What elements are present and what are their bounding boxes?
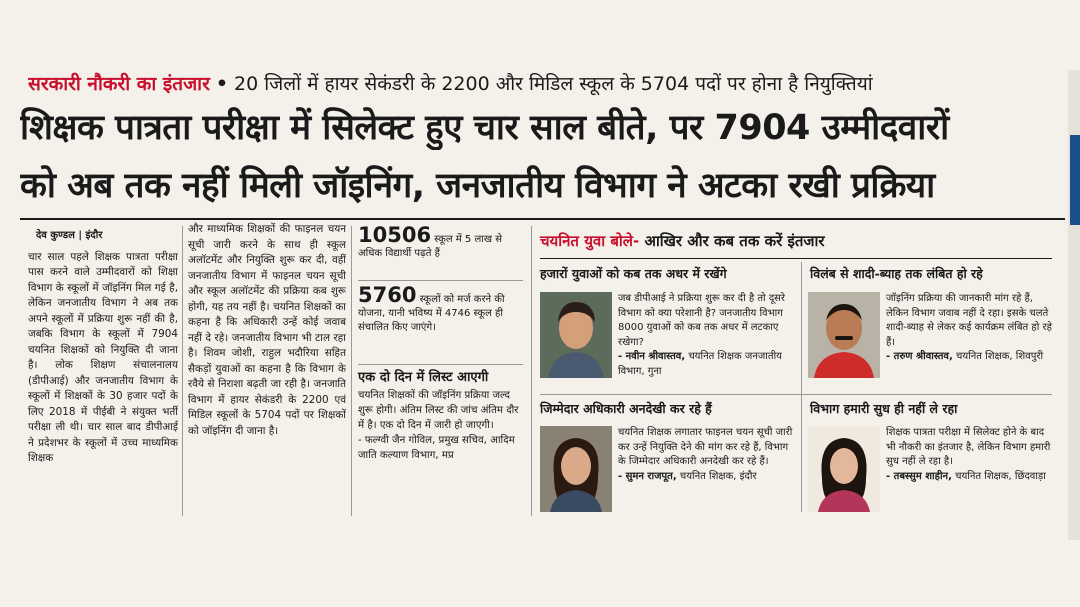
kicker-text: 20 जिलों में हायर सेकंडरी के 2200 और मिडिल स्कूल के 5704 पदों पर होना है नियुक्तियां (234, 73, 873, 95)
card-author: - तरुण श्रीवास्तव, (886, 351, 953, 362)
avatar (540, 292, 612, 378)
stat-block-1 (358, 223, 523, 261)
byline: देव कुण्डल | इंदौर (36, 230, 103, 241)
card-text (886, 426, 1054, 484)
column-divider (351, 226, 352, 516)
card-role: चयनित शिक्षक, शिवपुरी (955, 351, 1044, 362)
adjacent-page-block (1070, 135, 1080, 225)
portrait-man-icon (540, 292, 612, 378)
card-quote: जब डीपीआई ने प्रक्रिया शुरू कर दी है तो दूसरे विभाग को क्या परेशानी है? जनजातीय विभाग 8000 युवाओं को कब तक अधर में लटकाए रखेगा? (618, 293, 785, 348)
card-role: चयनित शिक्षक जनजातीय विभाग, गुना (618, 351, 782, 377)
stat-block-2 (358, 283, 523, 335)
story-text-2: और माध्यमिक शिक्षकों की फाइनल चयन सूची जारी करने के साथ ही स्कूल अलॉटमेंट और नियुक्ति शुरू कर दी, वहीं जनजातीय विभाग में फाइनल चयन सूची और स्कूल अलॉटमेंट की प्रक्रिया कब शुरू होगी, यह तय नहीं है। चयनित शिक्षकों का कहना है कि अधिकारी उन्हें कोई जवाब नहीं दे रहे। जनजातीय विभाग भी टाल रहा है। शिवम जोशी, राहुल भदौरिया सहित सैकड़ों युवाओं का कहना है कि विभाग के रवैये से निराशा बढ़ती जा रही है। जनजाति विभाग में हायर सेकंडरी के 2200 एवं मिडिल स्कूलों के 5704 पदों पर शिक्षकों को जॉइनिंग दी जाना है। (188, 223, 346, 437)
avatar (808, 292, 880, 378)
card-text (618, 292, 796, 379)
card-author: - नवीन श्रीवास्तव, (618, 351, 686, 362)
card-quote: शिक्षक पात्रता परीक्षा में सिलेक्ट होने के बाद भी नौकरी का इंतजार है, लेकिन विभाग हमारी सुध नहीं ले रहा है। (886, 427, 1051, 467)
column-divider (182, 226, 183, 516)
card-text (886, 292, 1054, 365)
card-author: - तबस्सुम शाहीन, (886, 470, 952, 482)
panel-title-label: चयनित युवा बोले- (540, 232, 640, 250)
card-title: विभाग हमारी सुध ही नहीं ले रहा (810, 401, 958, 416)
headline-rule (20, 218, 1065, 220)
story-column-2 (188, 222, 346, 522)
card-title: हजारों युवाओं को कब तक अधर में रखेंगे (540, 266, 727, 281)
official-quote-source: - फल्ग्वी जैन गोविल, प्रमुख सचिव, आदिम जाति कल्याण विभाग, मप्र (358, 435, 515, 461)
column-divider (531, 226, 532, 516)
avatar (540, 426, 612, 512)
stat-divider (358, 364, 523, 365)
portrait-woman-icon (808, 426, 880, 512)
card-author: - सुमन राजपूत, (618, 470, 677, 482)
card-role: चयनित शिक्षक, छिंदवाड़ा (955, 470, 1046, 482)
headline-line-2: को अब तक नहीं मिली जॉइनिंग, जनजातीय विभाग ने अटका रखी प्रक्रिया (20, 166, 935, 206)
panel-rule (540, 258, 1052, 259)
panel-title (540, 231, 1050, 257)
card-quote: चयनित शिक्षक लगातार फाइनल चयन सूची जारी कर उन्हें नियुक्ति देने की मांग कर रहे हैं, विभाग के जिम्मेदार अधिकारी अनदेखी कर रहे हैं। (618, 427, 793, 467)
stat-text: स्कूल में 5 लाख से अधिक विद्यार्थी पढ़ते हैं (358, 234, 502, 259)
portrait-man-icon (808, 292, 880, 378)
card-title: जिम्मेदार अधिकारी अनदेखी कर रहे हैं (540, 401, 712, 416)
card-row-divider (540, 394, 1052, 395)
avatar (808, 426, 880, 512)
card-role: चयनित शिक्षक, इंदौर (679, 470, 757, 482)
card-divider (801, 262, 802, 512)
portrait-woman-icon (540, 426, 612, 512)
official-quote-box (358, 370, 523, 463)
card-text (618, 426, 796, 484)
card-title: विलंब से शादी-ब्याह तक लंबित हो रहे (810, 266, 983, 281)
official-quote-text: चयनित शिक्षकों की जॉइनिंग प्रक्रिया जल्द शुरू होगी। अंतिम लिस्ट की जांच अंतिम दौर में है। एक दो दिन में जारी हो जाएगी। (358, 390, 519, 431)
adjacent-page-edge (1068, 70, 1080, 540)
panel-title-text: आखिर और कब तक करें इंतजार (644, 232, 825, 250)
stat-text: स्कूलों को मर्ज करने की योजना, यानी भविष्य में 4746 स्कूल ही संचालित किए जाएंगे। (358, 294, 505, 333)
kicker-label: सरकारी नौकरी का इंतजार (28, 73, 210, 95)
story-text-1: चार साल पहले शिक्षक पात्रता परीक्षा पास करने वाले उम्मीदवारों को शिक्षा विभाग के स्कूलों में जॉइनिंग मिल गई है, लेकिन जनजातीय विभाग ने अब तक अपने स्कूलों में प्रक्रिया शुरू नहीं की है, जबकि विभाग के स्कूलों में 7904 चयनित शिक्षकों को नियुक्ति दी जाना है। लोक शिक्षण संचालनालय (डीपीआई) और जनजातीय विभाग के स्कूलों में शिक्षकों के 30 हजार पदों के लिए 2018 में पीईबी ने संयुक्त भर्ती परीक्षा ली थी। चार साल बाद डीपीआई ने प्रदेशभर के स्कूलों में उच्च माध्यमिक शिक्षक (28, 250, 178, 464)
stat-number: 10506 (358, 223, 432, 247)
stat-divider (358, 280, 523, 281)
stat-number: 5760 (358, 283, 417, 307)
kicker-line (28, 70, 1058, 102)
kicker-bullet: • (215, 73, 229, 95)
official-quote-title: एक दो दिन में लिस्ट आएगी (358, 370, 489, 385)
story-column-1 (28, 228, 178, 528)
headline-line-1: शिक्षक पात्रता परीक्षा में सिलेक्ट हुए चार साल बीते, पर 7904 उम्मीदवारों (20, 108, 949, 148)
card-quote: जॉइनिंग प्रक्रिया की जानकारी मांग रहे हैं, लेकिन विभाग जवाब नहीं दे रहा। इसके चलते शादी-ब्याह से लेकर कई कार्यक्रम लंबित हो रहे हैं। (886, 293, 1052, 348)
